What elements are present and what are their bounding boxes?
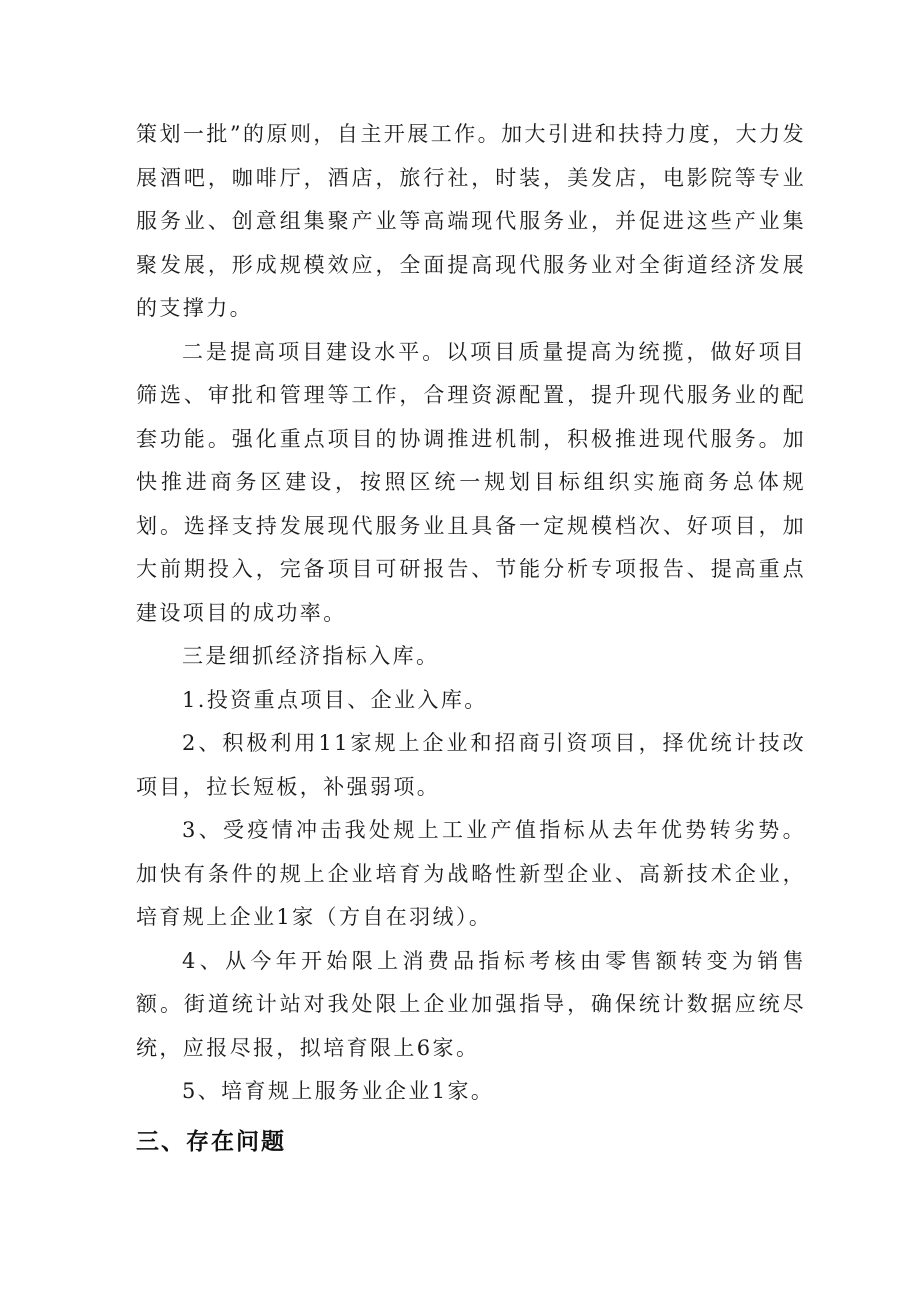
paragraph-service-industry-principle: 策划一批”的原则，自主开展工作。加大引进和扶持力度，大力发展酒吧，咖啡厅，酒店，旅行社，时装，美发店，电影院等专业服务业、创意组集聚产业等高端现代服务业，并促进这些产业集聚发展，形成规模效应，全面提高现代服务业对全街道经济发展的支撑力。 bbox=[136, 122, 806, 320]
paragraph-project-construction: 二是提高项目建设水平。以项目质量提高为统揽，做好项目筛选、审批和管理等工作，合理资源配置，提升现代服务业的配套功能。强化重点项目的协调推进机制，积极推进现代服务。加快推进商务区建设，按照区统一规划目标组织实施商务总体规划。选择支持发展现代服务业且具备一定规模档次、好项目，加大前期投入，完备项目可研报告、节能分析专项报告、提高重点建设项目的成功率。 bbox=[136, 339, 806, 625]
list-item-3: 3、受疫情冲击我处规上工业产值指标从去年优势转劣势。加快有条件的规上企业培育为战略性新型企业、高新技术企业，培育规上企业1家（方自在羽绒）。 bbox=[136, 818, 806, 929]
list-item-4: 4、从今年开始限上消费品指标考核由零售额转变为销售额。街道统计站对我处限上企业加强指导，确保统计数据应统尽统，应报尽报，拟培育限上6家。 bbox=[136, 948, 806, 1060]
list-item-5: 5、培育规上服务业企业1家。 bbox=[182, 1079, 495, 1103]
paragraph-economic-indicators-title: 三是细抓经济指标入库。 bbox=[182, 644, 440, 668]
list-item-2: 2、积极利用11家规上企业和招商引资项目，择优统计技改项目，拉长短板，补强弱项。 bbox=[136, 731, 806, 799]
section-heading-existing-problems: 三、存在问题 bbox=[136, 1128, 286, 1155]
document-body bbox=[136, 113, 806, 1166]
list-item-1: 1.投资重点项目、企业入库。 bbox=[182, 687, 488, 712]
